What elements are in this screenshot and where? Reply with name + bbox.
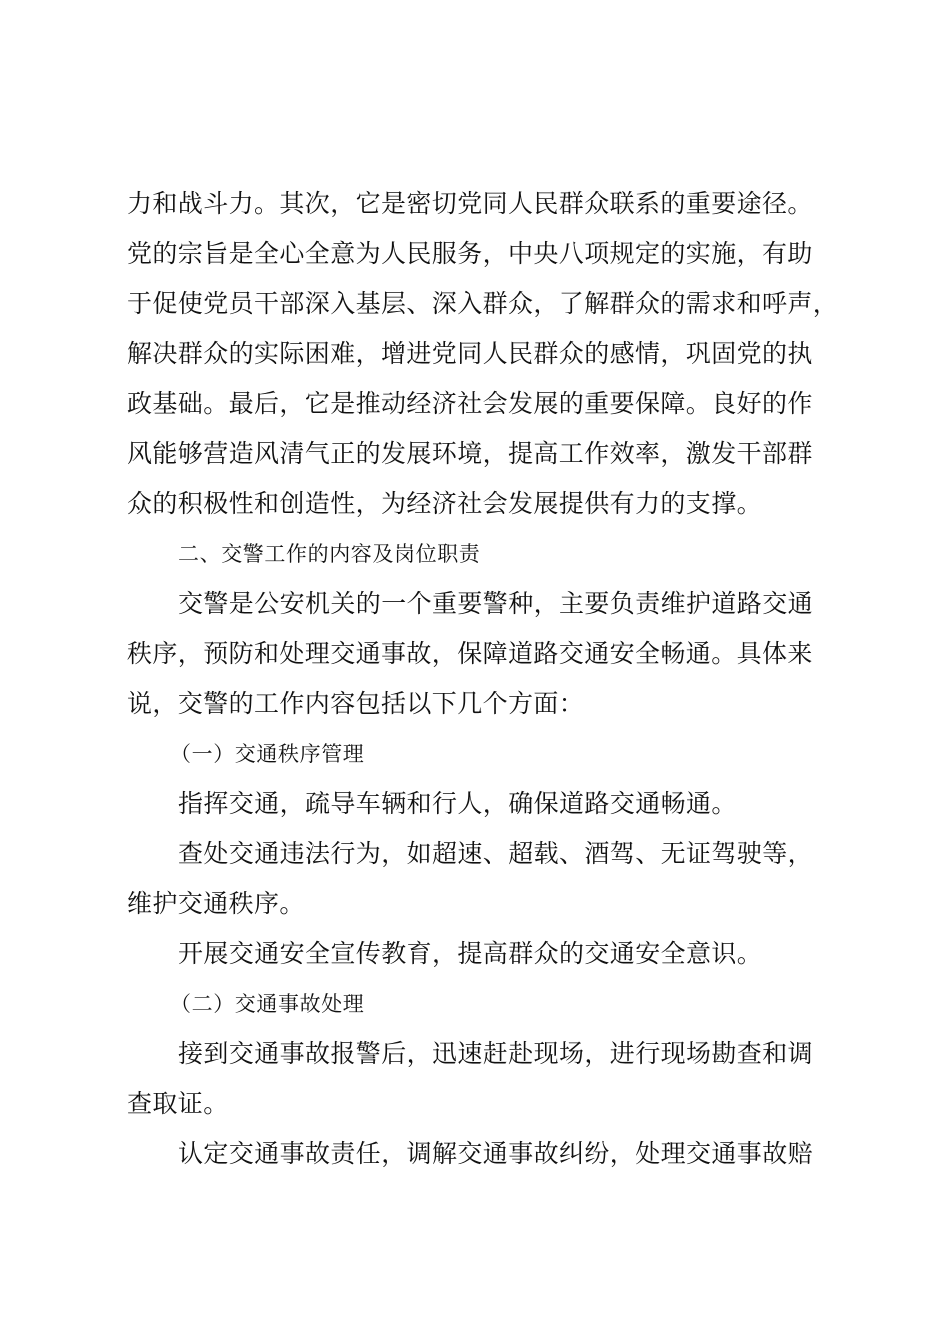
body-text-line: 查取证。 [127, 1089, 229, 1118]
subsection-heading: （二）交通事故处理 [170, 992, 365, 1016]
section-heading: 二、交警工作的内容及岗位职责 [178, 542, 481, 566]
body-text-line: 解决群众的实际困难，增进党同人民群众的感情，巩固党的执 [127, 339, 813, 368]
subsection-heading: （一）交通秩序管理 [170, 742, 365, 766]
body-text-line: 政基础。最后，它是推动经济社会发展的重要保障。良好的作 [127, 389, 813, 418]
body-text-line: 风能够营造风清气正的发展环境，提高工作效率，激发干部群 [127, 439, 813, 468]
paragraph-first-line: 接到交通事故报警后，迅速赶赴现场，进行现场勘查和调 [178, 1039, 814, 1068]
body-text-line: 党的宗旨是全心全意为人民服务，中央八项规定的实施，有助 [127, 239, 813, 268]
paragraph-first-line: 交警是公安机关的一个重要警种，主要负责维护道路交通 [178, 589, 814, 618]
paragraph-first-line: 指挥交通，疏导车辆和行人，确保道路交通畅通。 [178, 789, 737, 818]
body-text-line: 于促使党员干部深入基层、深入群众，了解群众的需求和呼声， [127, 289, 839, 318]
body-text-line: 秩序，预防和处理交通事故，保障道路交通安全畅通。具体来 [127, 639, 813, 668]
paragraph-first-line: 查处交通违法行为，如超速、超载、酒驾、无证驾驶等， [178, 839, 814, 868]
body-text-line: 说，交警的工作内容包括以下几个方面： [127, 689, 585, 718]
paragraph-first-line: 开展交通安全宣传教育，提高群众的交通安全意识。 [178, 939, 763, 968]
body-text-line: 力和战斗力。其次，它是密切党同人民群众联系的重要途径。 [127, 189, 813, 218]
body-text-line: 维护交通秩序。 [127, 889, 305, 918]
paragraph-first-line: 认定交通事故责任，调解交通事故纠纷，处理交通事故赔 [178, 1139, 814, 1168]
body-text-line: 众的积极性和创造性，为经济社会发展提供有力的支撑。 [127, 489, 763, 518]
